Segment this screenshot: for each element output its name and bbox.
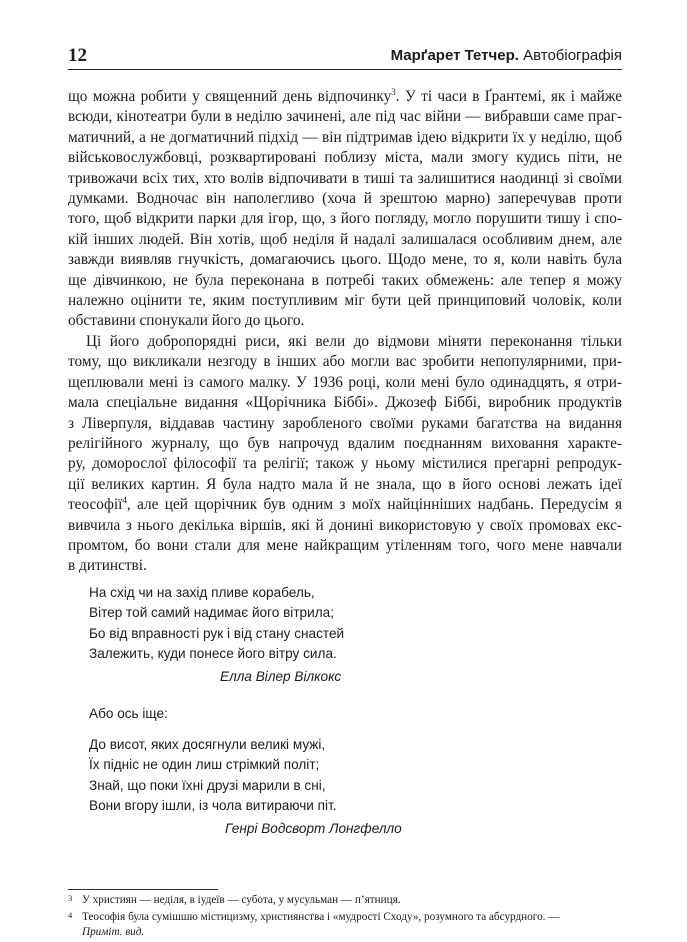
text-line: належно оцінити те, яким поступливим міг бути цей принциповий чоловік, коли bbox=[68, 292, 622, 310]
poem-intro: Або ось іще: bbox=[89, 706, 168, 721]
footnote-ref[interactable]: 4 bbox=[122, 495, 127, 506]
text-line: ру, доморослої філософії та релігії; також у ньому містилися прегарні репродук- bbox=[68, 455, 622, 473]
footnote-number: 4 bbox=[68, 910, 73, 920]
footnotes bbox=[68, 893, 628, 940]
book-title: Автобіографія bbox=[523, 47, 622, 64]
poem-line: До висот, яких досягнули великі мужі, bbox=[89, 737, 326, 752]
footnote-ref[interactable]: 3 bbox=[391, 86, 396, 97]
poem-line: На схід чи на захід пливе корабель, bbox=[89, 585, 315, 600]
text-line: тому, що викликали незгоду в інших або могли вас зробити непопулярними, при- bbox=[68, 353, 622, 371]
text-line: вивчила з нього декілька віршів, які й донині використовую у своїх промовах екс- bbox=[68, 516, 622, 534]
text-line: Ці його добропорядні риси, які вели до відмови міняти переконання тільки bbox=[86, 332, 622, 350]
text-line: щеплювали мені із самого малку. У 1936 році, коли мені було одинадцять, я отри- bbox=[68, 373, 622, 391]
poem-longfellow bbox=[89, 735, 402, 839]
text-line: ції великих картин. Я була надто мала й не знала, що в його основі лежать ідеї bbox=[68, 475, 622, 493]
poem-line: Вітер той самий надимає його вітрила; bbox=[89, 605, 334, 621]
poem-line: Знай, що поки їхні друзі марили в сні, bbox=[89, 777, 326, 793]
text-line: в дитинстві. bbox=[68, 557, 147, 575]
text-line: релігійного журналу, що був напрочуд вдалим поєднанням виховання характе- bbox=[68, 434, 622, 452]
footnote-separator bbox=[68, 889, 218, 890]
text-line: кій інших людей. Він хотів, щоб неділя й надалі залишалася особливим днем, але bbox=[68, 230, 622, 248]
text-line: тривожачи всіх тих, хто волів відпочивати в тиші та залишитися наодинці зі своїми bbox=[68, 169, 622, 187]
publisher-note: Приміт. вид. bbox=[82, 926, 145, 938]
text-line: мала спеціальне видання «Щорічника Біббі». Джозеф Біббі, виробник продуктів bbox=[68, 394, 622, 412]
page-number: 12 bbox=[68, 45, 87, 66]
text-line: військовослужбовці, розквартировані поблизу міста, мали змогу кудись піти, не bbox=[68, 149, 622, 167]
text-line: того, щоб відкрити парки для ігор, що, з його погляду, могло порушити тишу і спо- bbox=[68, 210, 622, 228]
footnote-text: У християн — неділя, в іудеїв — субота, у мусульман — п’ятниця. bbox=[82, 894, 401, 906]
author-name: Марґарет Тетчер. bbox=[390, 47, 519, 64]
text-line: завжди виявляв гнучкість, домагаючись цього. Щодо мене, то я, коли навіть була bbox=[68, 251, 622, 269]
footnote bbox=[68, 893, 628, 908]
paragraph bbox=[68, 87, 622, 332]
text-line: всюди, кінотеатри були в неділю зачинені, але під час війни — вибравши саме праг- bbox=[68, 108, 622, 126]
text-line: з Ліверпуля, віддавав частину заробленого своїми руками багатства на видання bbox=[68, 414, 622, 432]
poem-line: Залежить, куди понесе його вітру сила. bbox=[89, 646, 337, 662]
poem-wilcox bbox=[89, 583, 344, 687]
body-text bbox=[68, 87, 622, 577]
text-line: обставини спонукали його до цього. bbox=[68, 312, 305, 330]
poem-line: Їх підніс не один лиш стрімкий політ; bbox=[89, 757, 320, 773]
footnote-number: 3 bbox=[68, 893, 73, 903]
text-line: що можна робити у священний день відпочинку$^3$. У ті часи в Ґрантемі, як і майже bbox=[68, 86, 622, 105]
text-line: думками. Водночас він наполегливо (хоча й зрештою марно) заперечував проти bbox=[68, 190, 622, 208]
text-line: матичний, а не догматичний підхід — він підтримав ідею відкрити їх у неділю, щоб bbox=[68, 128, 622, 146]
text-line: ще дівчинкою, не була переконана в потребі таких обмежень: але тепер я можу bbox=[68, 271, 622, 289]
text-line: промтом, бо вони стали для мене найкращим утіленням того, чого мене навчали bbox=[68, 536, 622, 554]
footnote bbox=[68, 910, 628, 940]
poem-attribution: Елла Вілер Вілкокс bbox=[220, 668, 342, 684]
running-head bbox=[391, 47, 622, 64]
poem-line: Бо від вправності рук і від стану снастей bbox=[89, 625, 345, 641]
poem-attribution: Генрі Водсворт Лонгфелло bbox=[225, 820, 402, 836]
footnote-text: Теософія була сумішшю містицизму, християнства і «мудрості Сходу», розумного та абсурдного. — bbox=[82, 911, 560, 923]
poem-line: Вони вгору ішли, із чола витираючи піт. bbox=[89, 798, 337, 814]
running-header bbox=[68, 43, 622, 70]
paragraph bbox=[68, 332, 622, 577]
text-line: теософії$^4$, але цей щорічник був одним з моїх найцінніших надбань. Передусім я bbox=[68, 495, 622, 514]
